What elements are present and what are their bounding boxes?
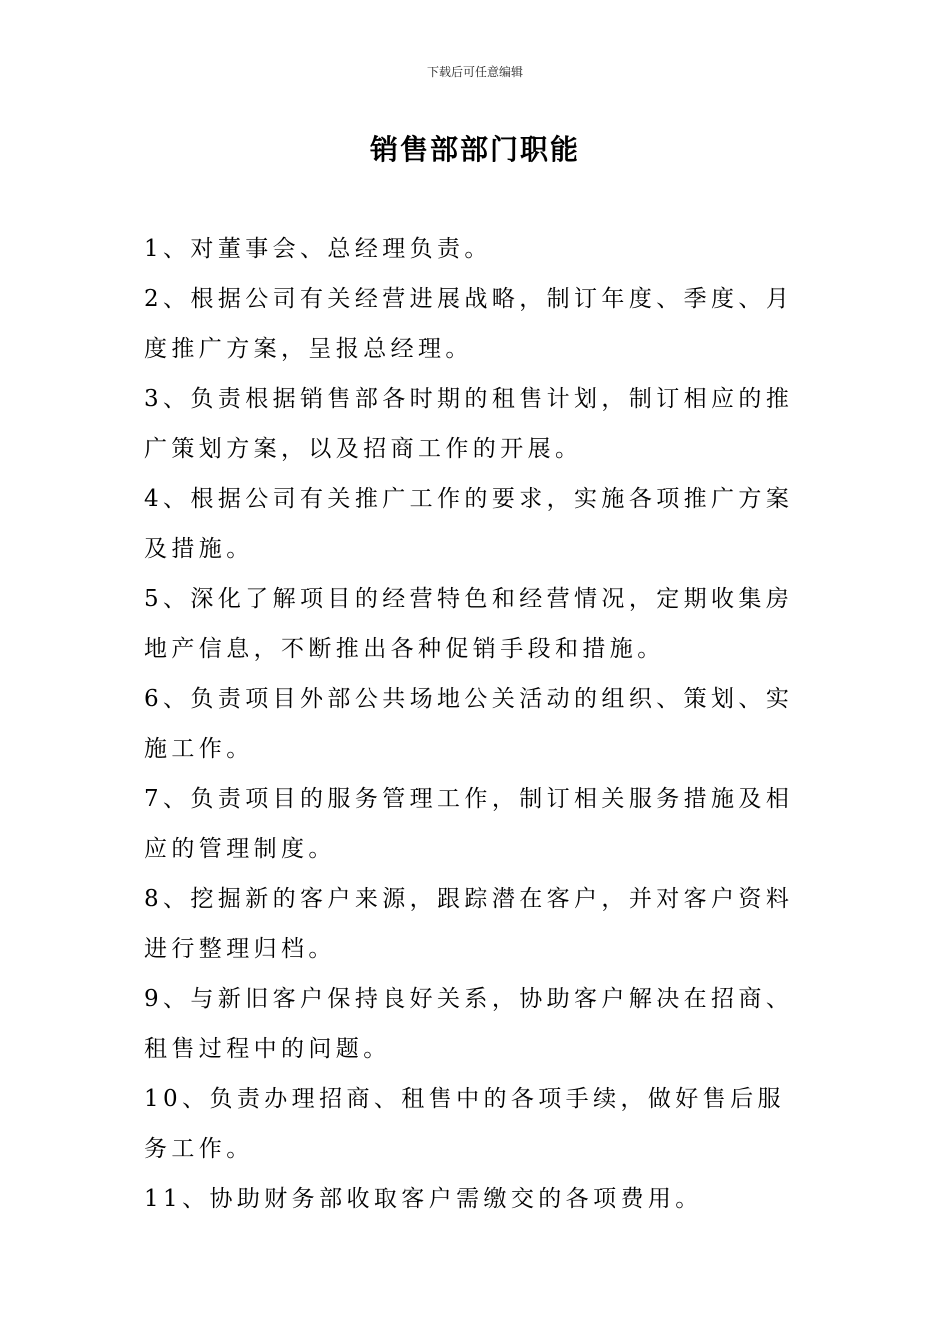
duty-item-7: 7、负责项目的服务管理工作，制订相关服务措施及相应的管理制度。 <box>144 786 794 862</box>
duty-item-6: 6、负责项目外部公共场地公关活动的组织、策划、实施工作。 <box>144 686 794 762</box>
duty-item-5: 5、深化了解项目的经营特色和经营情况，定期收集房地产信息，不断推出各种促销手段和措施。 <box>144 586 794 662</box>
duty-item-11: 11、协助财务部收取客户需缴交的各项费用。 <box>144 1186 703 1212</box>
duty-item-2: 2、根据公司有关经营进展战略，制订年度、季度、月度推广方案，呈报总经理。 <box>144 286 794 362</box>
duty-item-9: 9、与新旧客户保持良好关系，协助客户解决在招商、租售过程中的问题。 <box>144 986 794 1062</box>
header-note: 下载后可任意编辑 <box>426 65 523 79</box>
duty-item-8: 8、挖掘新的客户来源，跟踪潜在客户，并对客户资料进行整理归档。 <box>144 886 794 962</box>
duty-item-10: 10、负责办理招商、租售中的各项手续，做好售后服务工作。 <box>144 1086 785 1162</box>
duty-item-3: 3、负责根据销售部各时期的租售计划，制订相应的推广策划方案，以及招商工作的开展。 <box>144 386 794 462</box>
duty-item-4: 4、根据公司有关推广工作的要求，实施各项推广方案及措施。 <box>144 486 794 562</box>
duty-item-1: 1、对董事会、总经理负责。 <box>144 236 492 262</box>
duty-list <box>144 224 808 1224</box>
document-title: 销售部部门职能 <box>369 133 580 166</box>
